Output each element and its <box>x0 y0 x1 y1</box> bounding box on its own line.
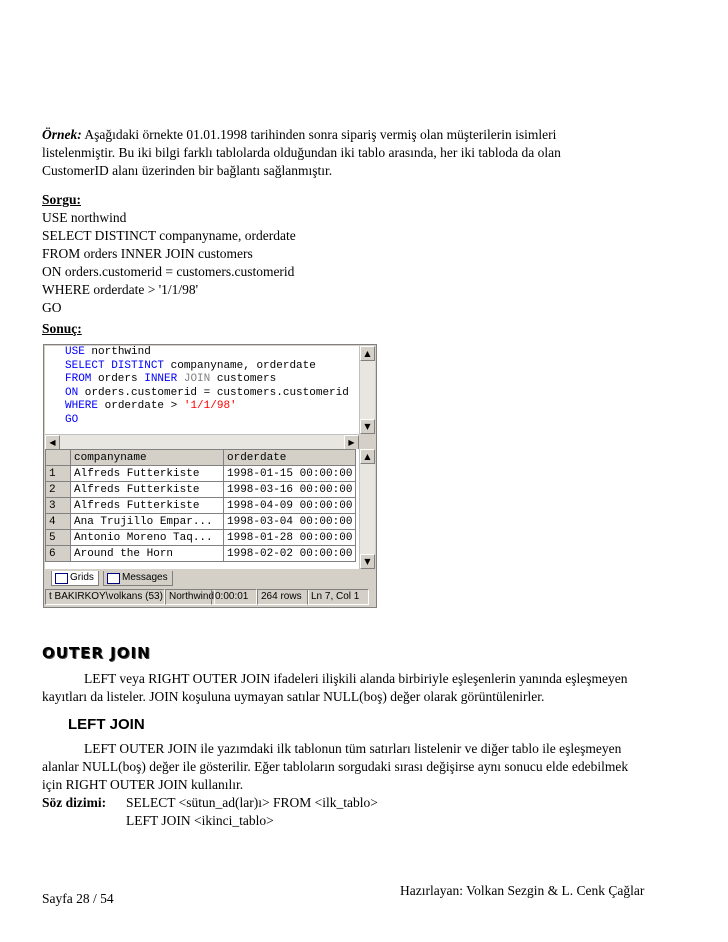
left-join-paragraph <box>42 740 712 830</box>
example-label: Örnek: <box>42 127 82 142</box>
query-line: SELECT DISTINCT companyname, orderdate <box>42 228 296 243</box>
row-number: 3 <box>46 498 71 514</box>
editor-line <box>45 360 359 374</box>
cell-orderdate[interactable]: 1998-03-16 00:00:00 <box>224 482 356 498</box>
table-row[interactable] <box>46 546 356 562</box>
example-line-2: listelenmiştir. Bu iki bilgi farklı tablolarda olduğundan iki tablo arasında, her iki tabloda da olan <box>42 145 561 160</box>
footer-author: Hazırlayan: Volkan Sezgin & L. Cenk Çağlar <box>400 883 645 898</box>
cell-companyname[interactable]: Ana Trujillo Empar... <box>71 514 224 530</box>
editor-line <box>45 414 359 428</box>
query-line: ON orders.customerid = customers.customerid <box>42 264 295 279</box>
result-label: Sonuç: <box>42 321 82 336</box>
tab-label: Messages <box>122 572 168 583</box>
row-number: 4 <box>46 514 71 530</box>
editor-line <box>45 387 359 401</box>
example-line-3: CustomerID alanı üzerinden bir bağlantı sağlanmıştır. <box>42 163 333 178</box>
cell-companyname[interactable]: Antonio Moreno Taq... <box>71 530 224 546</box>
cell-orderdate[interactable]: 1998-02-02 00:00:00 <box>224 546 356 562</box>
outer-join-heading: OUTER JOIN <box>42 644 151 662</box>
cell-companyname[interactable]: Alfreds Futterkiste <box>71 498 224 514</box>
status-cursor: Ln 7, Col 1 <box>307 589 369 605</box>
editor-keyword: GO <box>65 413 79 426</box>
cell-companyname[interactable]: Alfreds Futterkiste <box>71 466 224 482</box>
example-line-1: Aşağıdaki örnekte 01.01.1998 tarihinden sonra sipariş vermiş olan müşterilerin isimleri <box>84 127 557 142</box>
query-line: FROM orders INNER JOIN customers <box>42 246 253 261</box>
editor-keyword: WHERE <box>65 400 99 412</box>
editor-text: companyname, orderdate <box>164 359 316 372</box>
row-number: 1 <box>46 466 71 482</box>
tab-grids[interactable] <box>51 571 99 586</box>
grid-header-row <box>46 450 356 466</box>
syntax-row <box>42 794 712 812</box>
left-join-line-2: alanlar NULL(boş) değer ile gösterilir. Eğer tabloların sorgudaki sırası değişirse aynı sonucu elde edebilmek <box>42 759 629 774</box>
editor-text: orders.customerid = customers.customerid <box>78 386 349 399</box>
cell-orderdate[interactable]: 1998-04-09 00:00:00 <box>224 498 356 514</box>
syntax-line-1: SELECT <sütun_ad(lar)ı> FROM <ilk_tablo> <box>126 795 378 810</box>
row-number: 2 <box>46 482 71 498</box>
scroll-left-icon[interactable]: ◀ <box>45 435 60 450</box>
row-number: 5 <box>46 530 71 546</box>
table-row[interactable] <box>46 466 356 482</box>
editor-keyword: SELECT DISTINCT <box>65 359 165 372</box>
page-number: Sayfa 28 / 54 <box>42 891 114 906</box>
table-row[interactable] <box>46 482 356 498</box>
table-row[interactable] <box>46 530 356 546</box>
scroll-right-icon[interactable]: ▶ <box>344 435 359 450</box>
cell-companyname[interactable]: Alfreds Futterkiste <box>71 482 224 498</box>
query-line: WHERE orderdate > '1/1/98' <box>42 282 199 297</box>
editor-line <box>45 346 359 360</box>
editor-string: '1/1/98' <box>183 400 237 412</box>
tab-label: Grids <box>70 572 94 583</box>
editor-line <box>45 373 359 387</box>
editor-horizontal-scrollbar[interactable] <box>45 434 359 449</box>
outer-join-paragraph <box>42 670 702 706</box>
editor-vertical-scrollbar[interactable] <box>359 346 375 434</box>
editor-keyword: INNER <box>144 373 178 385</box>
editor-text <box>177 373 184 385</box>
status-database: Northwind <box>165 589 215 605</box>
grid-icon <box>55 573 68 584</box>
editor-text: customers <box>210 373 277 385</box>
cell-companyname[interactable]: Around the Horn <box>71 546 224 562</box>
query-line: GO <box>42 300 62 315</box>
cell-orderdate[interactable]: 1998-01-15 00:00:00 <box>224 466 356 482</box>
query-line: USE northwind <box>42 210 127 225</box>
cell-orderdate[interactable]: 1998-03-04 00:00:00 <box>224 514 356 530</box>
editor-text: northwind <box>84 346 151 358</box>
sql-editor[interactable] <box>45 346 359 434</box>
outer-join-line-2: kayıtları da listeler. JOIN koşuluna uymayan satılar NULL(boş) değer olarak görüntülenirler. <box>42 689 545 704</box>
messages-icon <box>107 573 120 584</box>
query-label: Sorgu: <box>42 192 82 207</box>
syntax-line-2: LEFT JOIN <ikinci_tablo> <box>126 813 274 828</box>
cell-orderdate[interactable]: 1998-01-28 00:00:00 <box>224 530 356 546</box>
grid-corner <box>46 450 71 466</box>
left-join-line-3: için RIGHT OUTER JOIN kullanılır. <box>42 777 244 792</box>
editor-line <box>45 400 359 414</box>
editor-text: orderdate > <box>98 400 184 412</box>
scroll-up-icon[interactable]: ▲ <box>360 449 375 464</box>
status-elapsed: 0:00:01 <box>211 589 257 605</box>
editor-text: orders <box>91 373 145 385</box>
query-section <box>42 191 702 317</box>
syntax-label: Söz dizimi: <box>42 795 107 810</box>
tab-messages[interactable] <box>103 571 173 586</box>
query-analyzer-screenshot <box>43 344 377 608</box>
editor-keyword: USE <box>65 346 85 358</box>
scroll-down-icon[interactable]: ▼ <box>360 554 375 569</box>
status-bar <box>45 589 375 605</box>
table-row[interactable] <box>46 498 356 514</box>
column-header[interactable]: companyname <box>71 450 224 466</box>
table-row[interactable] <box>46 514 356 530</box>
grid-vertical-scrollbar[interactable] <box>359 449 375 569</box>
scroll-up-icon[interactable]: ▲ <box>360 346 375 361</box>
outer-join-line-1: LEFT veya RIGHT OUTER JOIN ifadeleri ilişkili alanda birbiriyle eşleşenlerin yanında eşleşmeyen <box>84 671 628 686</box>
results-grid[interactable] <box>45 449 359 569</box>
left-join-heading: LEFT JOIN <box>68 716 145 733</box>
example-paragraph <box>42 126 702 180</box>
results-tabs <box>45 571 375 587</box>
status-rows: 264 rows <box>257 589 309 605</box>
status-connection: t BAKIRKOY\volkans (53) <box>45 589 165 605</box>
scroll-down-icon[interactable]: ▼ <box>360 419 375 434</box>
left-join-line-1: LEFT OUTER JOIN ile yazımdaki ilk tablonun tüm satırları listelenir ve diğer tablo ile eşleşmeyen <box>84 741 622 756</box>
editor-keyword: FROM <box>65 373 92 385</box>
editor-keyword: ON <box>65 386 79 399</box>
row-number: 6 <box>46 546 71 562</box>
column-header[interactable]: orderdate <box>224 450 356 466</box>
editor-keyword: JOIN <box>183 373 211 385</box>
